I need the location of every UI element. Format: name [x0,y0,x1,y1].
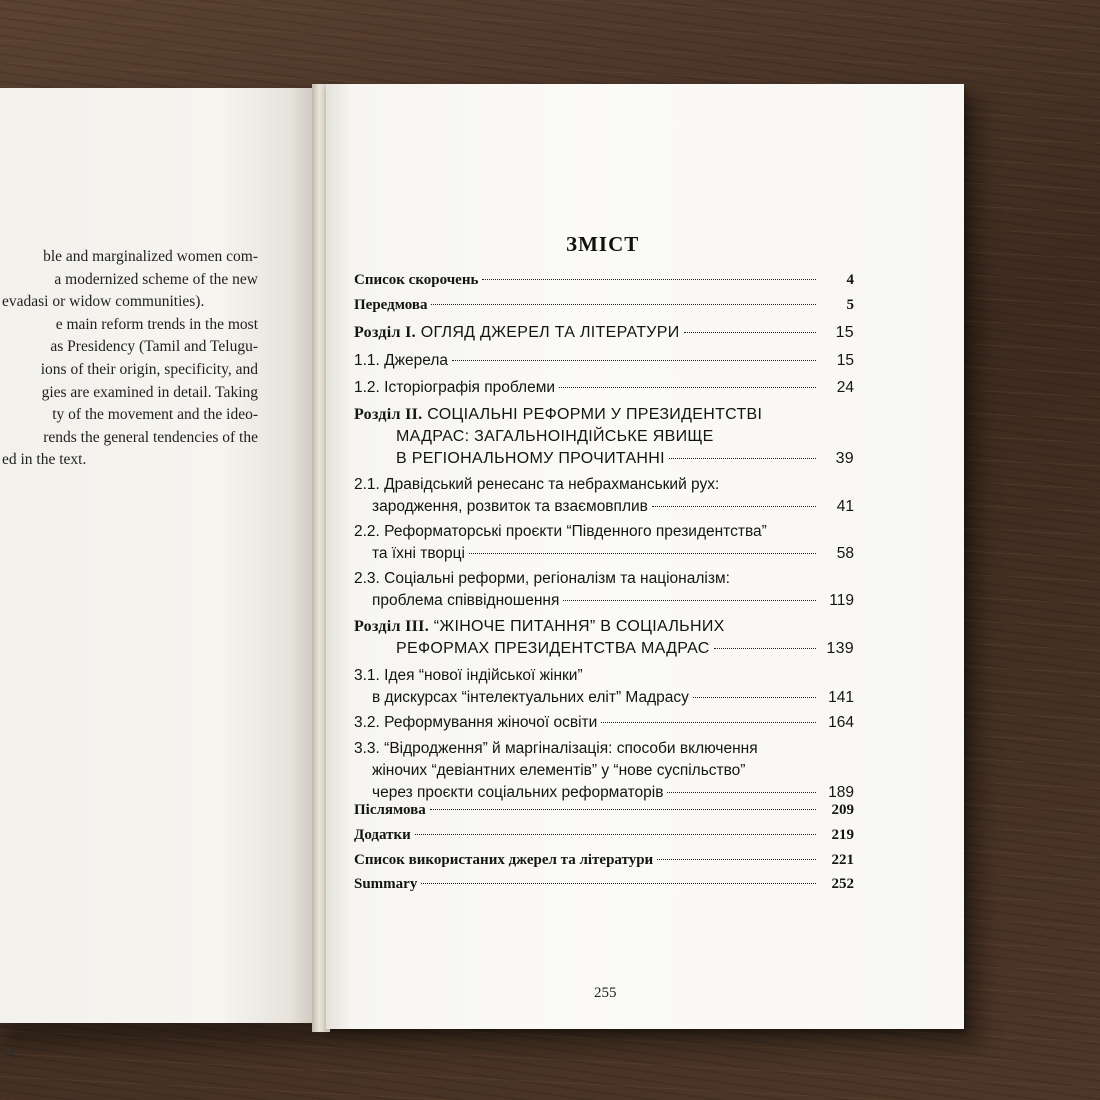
toc-leader-dots [563,600,816,601]
toc-entry-page: 252 [831,876,854,892]
toc-entry-2-1 [354,476,854,520]
chapter-label: Розділ ІІІ. [354,618,430,635]
left-text-line: ble and marginalized women com- [43,248,258,265]
left-text-line: rends the general tendencies of the [43,428,258,446]
toc-entry-page: 189 [828,784,854,801]
left-text-line: as Presidency (Tamil and Telugu- [50,338,258,356]
toc-leader-dots [684,332,816,333]
toc-entry-title-cont: РЕФОРМАХ ПРЕЗИДЕНТСТВА МАДРАС [396,640,710,657]
toc-entry-page: 139 [826,640,854,657]
toc-leader-dots [669,458,816,459]
toc-entry-title: Додатки [354,827,411,843]
toc-leader-dots [430,809,816,810]
toc-leader-dots [482,279,816,280]
toc-entry-title-cont: та їхні творці [372,545,465,562]
toc-entry-page: 119 [829,592,854,609]
toc-entry-title-cont: В РЕГІОНАЛЬНОМУ ПРОЧИТАННІ [396,450,665,467]
toc-entry-title: 3.2. Реформування жіночої освіти [354,714,598,731]
toc-entry-page: 209 [831,802,854,818]
left-text-line: ed in the text. [2,451,87,469]
left-text-line: e main reform trends in the most [55,315,258,333]
toc-entry-page: 219 [831,827,854,843]
toc-leader-dots [667,792,816,793]
toc-entry-page: 141 [828,689,854,706]
toc-entry-title-cont: зародження, розвиток та взаємовплив [372,498,648,515]
toc-entry-page: 221 [831,852,854,868]
toc-leader-dots [431,304,816,305]
toc-title: ЗМІСТ [566,232,640,256]
left-text-line: ions of their origin, specificity, and [40,360,258,378]
toc-entry-title: Розділ ІІІ. “ЖІНОЧЕ ПИТАННЯ” В СОЦІАЛЬНИХ [354,618,725,635]
toc-entry-title: 3.1. Ідея “нової індійської жінки” [354,667,583,684]
toc-entry-title: 3.3. “Відродження” й маргіналізація: способи включення [354,740,758,757]
toc-entry-title-cont: МАДРАС: ЗАГАЛЬНОІНДІЙСЬКЕ ЯВИЩЕ [396,428,714,445]
toc-entry-page: 58 [836,545,854,562]
toc-entry-title: Список скорочень [354,272,479,288]
toc-entry-page: 4 [846,272,854,288]
toc-entry-page: 5 [846,297,854,313]
toc-entry-title: 1.2. Історіографія проблеми [354,379,556,396]
left-page [0,88,312,1062]
toc-entry-title: Розділ І. ОГЛЯД ДЖЕРЕЛ ТА ЛІТЕРАТУРИ [354,324,680,341]
toc-entry-afterword [354,802,854,824]
toc-entry-summary [354,876,854,898]
toc-entry-title: 1.1. Джерела [354,352,449,369]
toc-entry-chapter-2 [354,406,854,472]
toc-entry-page: 41 [836,498,854,515]
toc-entry-title-cont: через проєкти соціальних реформаторів [372,784,664,801]
toc-entry-3-2 [354,714,854,736]
toc-entry-bibliography [354,852,854,874]
toc-entry-1-2 [354,379,854,401]
toc-entry-page: 164 [828,714,854,731]
toc-entry-title: 2.2. Реформаторські проєкти “Південного президентства” [354,523,767,540]
left-text-line: ty of the movement and the ideo- [52,406,258,424]
left-text-line: gies are examined in detail. Taking [41,383,258,401]
toc-leader-dots [714,648,816,649]
toc-entry-abbreviations [354,272,854,294]
toc-leader-dots [469,553,816,554]
toc-leader-dots [693,697,816,698]
toc-entry-page: 39 [835,450,854,467]
toc-entry-chapter-1 [354,324,854,346]
toc-leader-dots [421,883,816,884]
toc-leader-dots [452,360,816,361]
toc-entry-title: Післямова [354,802,426,818]
toc-entry-page: 15 [835,324,854,341]
chapter-label: Розділ ІІ. [354,406,423,423]
toc-entry-title-cont: жіночих “девіантних елементів” у “нове суспільство” [372,762,746,779]
toc-entry-title: Розділ ІІ. СОЦІАЛЬНІ РЕФОРМИ У ПРЕЗИДЕНТСТВІ [354,406,763,423]
toc-entry-title: Список використаних джерел та літератури [354,852,654,868]
toc-entry-title: Передмова [354,297,428,313]
left-text-line: a modernized scheme of the new [54,270,258,288]
toc-entry-2-3 [354,570,854,614]
toc-leader-dots [601,722,816,723]
toc-entry-title-cont: проблема співвідношення [372,592,560,609]
left-text-line: evadasi or widow communities). [2,293,205,311]
toc-entry-title: 2.3. Соціальні реформи, регіоналізм та націоналізм: [354,570,730,587]
chapter-label: Розділ І. [354,324,416,341]
toc-leader-dots [559,387,816,388]
toc-entry-3-3 [354,740,854,806]
toc-entry-title: Summary [354,876,418,892]
toc-entry-appendices [354,827,854,849]
toc-entry-page: 24 [836,379,854,396]
toc-leader-dots [652,506,816,507]
toc-leader-dots [657,859,816,860]
toc-entry-2-2 [354,523,854,567]
toc-entry-title-cont: в дискурсах “інтелектуальних еліт” Мадрасу [372,689,689,706]
toc-leader-dots [415,834,816,835]
toc-entry-chapter-3 [354,618,854,662]
toc-entry-preface [354,297,854,319]
toc-entry-3-1 [354,667,854,711]
right-page-number: 255 [594,985,617,1001]
left-page-text [0,246,258,472]
toc-entry-1-1 [354,352,854,374]
toc-entry-page: 15 [836,352,854,369]
left-page-number: 54 [0,1046,15,1062]
toc-entry-title: 2.1. Дравідський ренесанс та небрахманський рух: [354,476,720,493]
